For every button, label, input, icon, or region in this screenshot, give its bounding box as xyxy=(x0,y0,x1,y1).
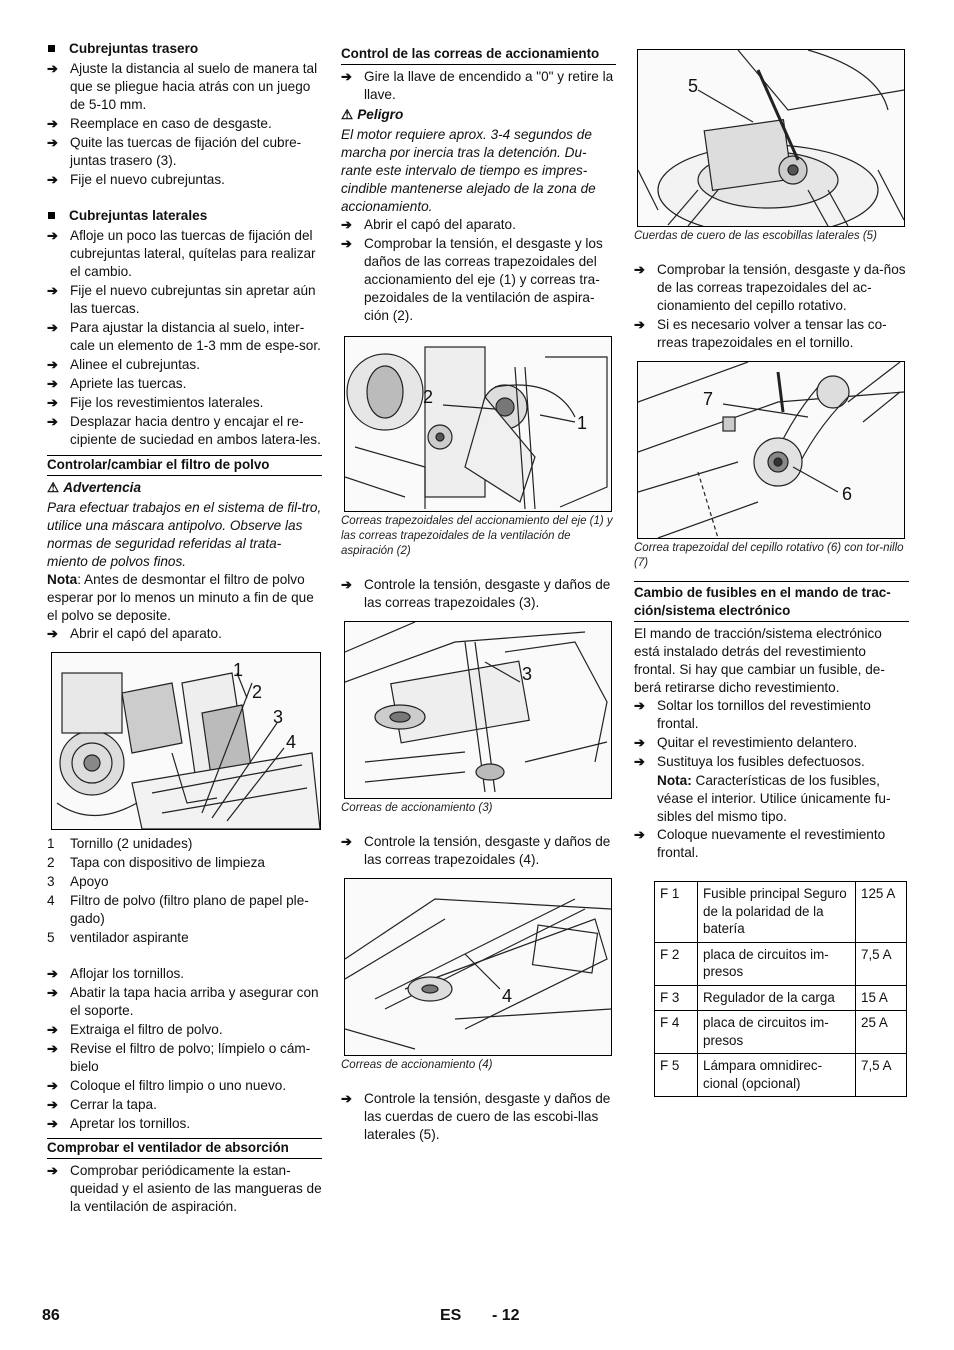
rear-skirt-steps xyxy=(47,60,322,189)
step: ➔ Ajuste la distancia al suelo de manera tal que se pliegue hacia atrás con un juego de 5-10 mm. xyxy=(47,61,318,112)
figure-label: 3 xyxy=(522,664,533,684)
step: ➔ Si es necesario volver a tensar las co-rreas trapezoidales en el tornillo. xyxy=(634,317,887,350)
step: ➔ Quite las tuercas de fijación del cubre-juntas trasero (3). xyxy=(47,135,302,168)
language-code: ES xyxy=(440,1307,462,1324)
step: ➔ Abrir el capó del aparato. xyxy=(47,626,222,641)
step: ➔ Reemplace en caso de desgaste. xyxy=(47,116,272,131)
warning-label: ⚠ Advertencia xyxy=(47,480,142,495)
figure-caption: Correas de accionamiento (3) xyxy=(341,802,493,814)
arrow-right-icon: ➔ xyxy=(47,414,58,429)
step: ➔ Aflojar los tornillos. xyxy=(47,966,185,981)
arrow-right-icon: ➔ xyxy=(47,1097,58,1112)
step: ➔ Fije el nuevo cubrejuntas sin apretar aún las tuercas. xyxy=(47,283,316,316)
arrow-right-icon: ➔ xyxy=(47,1078,58,1093)
step: ➔ Controle la tensión, desgaste y daños de las correas trapezoidales (4). xyxy=(341,834,611,867)
arrow-right-icon: ➔ xyxy=(341,236,352,251)
step: ➔ Coloque el filtro limpio o uno nuevo. xyxy=(47,1078,287,1093)
table-row: F 4 placa de circuitos im-presos 25 A xyxy=(655,1011,907,1054)
table-row: F 2 placa de circuitos im-presos 7,5 A xyxy=(655,942,907,985)
arrow-right-icon: ➔ xyxy=(47,135,58,150)
figure-label: 3 xyxy=(273,707,284,727)
arrow-right-icon: ➔ xyxy=(47,357,58,372)
legend-item: 2 Tapa con dispositivo de limpieza xyxy=(47,855,265,870)
figure-drive-belts-3 xyxy=(344,621,612,799)
arrow-right-icon: ➔ xyxy=(47,626,58,641)
step: ➔ Comprobar periódicamente la estan-queidad y el asiento de las mangueras de la ventilación de aspiración. xyxy=(47,1163,322,1214)
warning-text: Para efectuar trabajos en el sistema de fil-tro, utilice una máscara antipolvo. Observe las normas de seguridad referidas al trata-miento de polvos finos. xyxy=(47,500,322,569)
arrow-right-icon: ➔ xyxy=(47,376,58,391)
step: ➔ Gire la llave de encendido a "0" y retire la llave. xyxy=(341,69,614,102)
table-row: F 1 Fusible principal Seguro de la polaridad de la batería 125 A xyxy=(655,882,907,943)
drive-belts-4-illustration xyxy=(345,879,611,1055)
step: ➔ Desplazar hacia dentro y encajar el re-cipiente de suciedad en ambos latera-les. xyxy=(47,414,321,447)
step: ➔ Cerrar la tapa. xyxy=(47,1097,157,1112)
figure-rotary-brush-belt xyxy=(637,361,905,539)
section-heading-dust-filter: Controlar/cambiar el filtro de polvo xyxy=(47,455,322,476)
arrow-right-icon: ➔ xyxy=(341,577,352,592)
warning-triangle-icon: ⚠ xyxy=(341,107,354,122)
arrow-right-icon: ➔ xyxy=(47,320,58,335)
figure-label: 1 xyxy=(233,660,244,680)
fuse-table xyxy=(654,881,907,1097)
arrow-right-icon: ➔ xyxy=(634,262,645,277)
figure-label: 7 xyxy=(703,389,714,409)
step: ➔ Para ajustar la distancia al suelo, inter-cale un elemento de 1-3 mm de espe-sor. xyxy=(47,320,321,353)
sub-page-number: - 12 xyxy=(492,1307,520,1324)
arrow-right-icon: ➔ xyxy=(47,966,58,981)
side-brush-illustration xyxy=(638,50,904,226)
square-bullet-icon xyxy=(48,45,55,52)
arrow-right-icon: ➔ xyxy=(47,283,58,298)
arrow-right-icon: ➔ xyxy=(47,116,58,131)
step: ➔ Apriete las tuercas. xyxy=(47,376,187,391)
table-row: F 3 Regulador de la carga 15 A xyxy=(655,985,907,1011)
column-middle xyxy=(341,45,616,1145)
section-side-skirt-title: Cubrejuntas laterales xyxy=(47,207,322,225)
arrow-right-icon: ➔ xyxy=(47,1041,58,1056)
arrow-right-icon: ➔ xyxy=(341,834,352,849)
figure-legend xyxy=(47,835,322,947)
step: ➔ Comprobar la tensión, desgaste y da-ños de las correas trapezoidales del ac-cionamiento del cepillo rotativo. xyxy=(634,262,906,313)
arrow-right-icon: ➔ xyxy=(634,827,645,842)
figure-label: 4 xyxy=(286,732,297,752)
side-skirt-steps xyxy=(47,227,322,449)
arrow-right-icon: ➔ xyxy=(341,69,352,84)
arrow-right-icon: ➔ xyxy=(634,317,645,332)
axle-belts-illustration xyxy=(345,337,611,511)
figure-label: 1 xyxy=(577,413,588,433)
arrow-right-icon: ➔ xyxy=(634,754,645,769)
section-heading-suction-fan: Comprobar el ventilador de absorción xyxy=(47,1138,322,1159)
figure-caption: Cuerdas de cuero de las escobillas laterales (5) xyxy=(634,230,877,242)
arrow-right-icon: ➔ xyxy=(47,1163,58,1178)
figure-axle-belts xyxy=(344,336,612,512)
arrow-right-icon: ➔ xyxy=(47,395,58,410)
step: ➔ Fije el nuevo cubrejuntas. xyxy=(47,172,225,187)
step: ➔ Extraiga el filtro de polvo. xyxy=(47,1022,223,1037)
section-heading-drive-belts: Control de las correas de accionamiento xyxy=(341,45,616,65)
section-rear-skirt-title: Cubrejuntas trasero xyxy=(47,40,322,58)
figure-label: 4 xyxy=(502,986,513,1006)
page-number: 86 xyxy=(42,1307,60,1324)
filter-steps xyxy=(47,965,322,1133)
arrow-right-icon: ➔ xyxy=(47,172,58,187)
legend-item: 5 ventilador aspirante xyxy=(47,930,189,945)
legend-item: 4 Filtro de polvo (filtro plano de papel ple-gado) xyxy=(47,893,309,926)
column-left xyxy=(47,40,322,1217)
arrow-right-icon: ➔ xyxy=(634,698,645,713)
arrow-right-icon: ➔ xyxy=(341,1091,352,1106)
legend-item: 1 Tornillo (2 unidades) xyxy=(47,836,193,851)
step: ➔ Quitar el revestimiento delantero. xyxy=(634,735,858,750)
danger-text: El motor requiere aprox. 3-4 segundos de marcha por inercia tras la detención. Du-rante este intervalo de tiempo es impres-cindible mantenerse alejado de la zona de accionamiento. xyxy=(341,127,596,214)
arrow-right-icon: ➔ xyxy=(47,1022,58,1037)
step: ➔ Coloque nuevamente el revestimiento frontal. xyxy=(634,827,886,860)
arrow-right-icon: ➔ xyxy=(47,228,58,243)
figure-dust-filter xyxy=(51,652,321,830)
note-text: Nota: Antes de desmontar el filtro de polvo esperar por lo menos un minuto a fin de que el polvo se deposite. xyxy=(47,572,314,623)
arrow-right-icon: ➔ xyxy=(47,985,58,1000)
step: ➔ Revise el filtro de polvo; límpielo o cám-bielo xyxy=(47,1041,311,1074)
step: ➔ Sustituya los fusibles defectuosos. xyxy=(634,754,865,769)
section-heading-fuses: Cambio de fusibles en el mando de trac-ción/sistema electrónico xyxy=(634,581,909,622)
step: ➔ Comprobar la tensión, el desgaste y los daños de las correas trapezoidales del accionamiento del eje (1) y correas tra-pezoidales de la ventilación de aspira-ción (2). xyxy=(341,236,603,323)
figure-side-brush-cords xyxy=(637,49,905,227)
legend-item: 3 Apoyo xyxy=(47,874,109,889)
step: ➔ Apretar los tornillos. xyxy=(47,1116,191,1131)
column-right xyxy=(634,49,909,1097)
dust-filter-illustration xyxy=(52,653,320,829)
figure-label: 2 xyxy=(252,682,263,702)
table-row: F 5 Lámpara omnidirec-cional (opcional) 7,5 A xyxy=(655,1054,907,1097)
step: ➔ Alinee el cubrejuntas. xyxy=(47,357,200,372)
step: ➔ Fije los revestimientos laterales. xyxy=(47,395,264,410)
arrow-right-icon: ➔ xyxy=(341,217,352,232)
step: ➔ Abatir la tapa hacia arriba y asegurar con el soporte. xyxy=(47,985,319,1018)
step: ➔ Abrir el capó del aparato. xyxy=(341,217,516,232)
note-text: Nota: Características de los fusibles, véase el interior. Utilice únicamente fu-sibles del mismo tipo. xyxy=(657,773,891,824)
danger-label: ⚠ Peligro xyxy=(341,107,404,122)
warning-triangle-icon: ⚠ xyxy=(47,480,60,495)
step: ➔ Afloje un poco las tuercas de fijación del cubrejuntas lateral, quítelas para realizar el cambio. xyxy=(47,228,316,279)
figure-label: 6 xyxy=(842,484,853,504)
square-bullet-icon xyxy=(48,212,55,219)
arrow-right-icon: ➔ xyxy=(47,61,58,76)
figure-label: 2 xyxy=(423,387,434,407)
step: ➔ Controle la tensión, desgaste y daños de las correas trapezoidales (3). xyxy=(341,577,611,610)
arrow-right-icon: ➔ xyxy=(634,735,645,750)
arrow-right-icon: ➔ xyxy=(47,1116,58,1131)
figure-caption: Correa trapezoidal del cepillo rotativo (6) con tor-nillo (7) xyxy=(634,542,904,569)
figure-label: 5 xyxy=(688,76,699,96)
figure-caption: Correas de accionamiento (4) xyxy=(341,1059,493,1071)
drive-belts-3-illustration xyxy=(345,622,611,798)
figure-drive-belts-4 xyxy=(344,878,612,1056)
rotary-brush-belt-illustration xyxy=(638,362,904,538)
fuses-intro: El mando de tracción/sistema electrónico está instalado detrás del revestimiento frontal. Si hay que cambiar un fusible, de-berá retirarse dicho revestimiento. xyxy=(634,626,885,695)
step: ➔ Controle la tensión, desgaste y daños de las cuerdas de cuero de las escobi-llas laterales (5). xyxy=(341,1091,611,1142)
step: ➔ Soltar los tornillos del revestimiento frontal. xyxy=(634,698,871,731)
figure-caption: Correas trapezoidales del accionamiento del eje (1) y las correas trapezoidales de la ventilación de aspiración (2) xyxy=(341,515,613,557)
